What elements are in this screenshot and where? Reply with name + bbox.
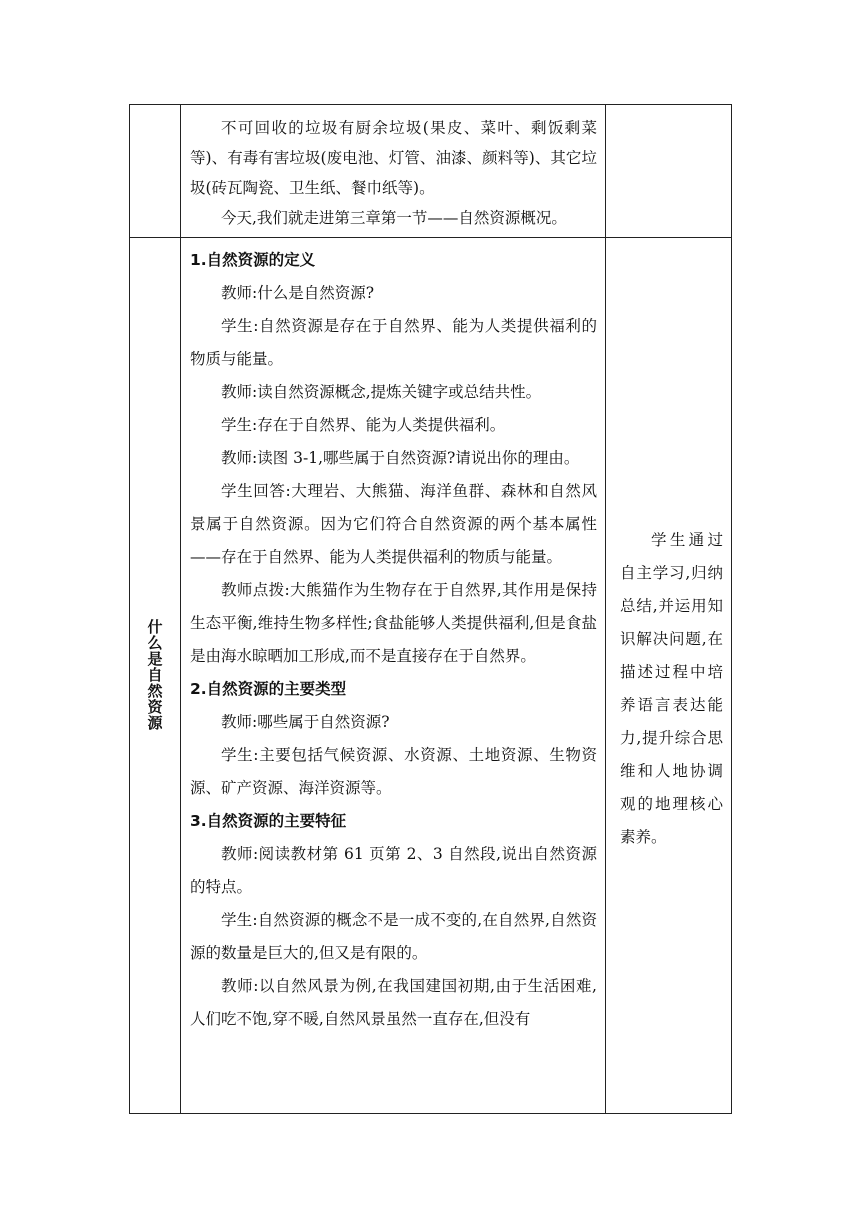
- intro-note-cell: [606, 105, 732, 238]
- paragraph: 教师:什么是自然资源?: [221, 284, 375, 302]
- design-intent-text: 学生通过自主学习,归纳总结,并运用知识解决问题,在描述过程中培养语言表达能力,提升综合思维和人地协调观的地理核心素养。: [620, 530, 723, 846]
- design-intent-cell: [606, 238, 732, 1114]
- heading-types: 2.自然资源的主要类型: [190, 680, 347, 698]
- paragraph: 教师:以自然风景为例,在我国建国初期,由于生活困难,人们吃不饱,穿不暖,自然风景虽然一直存在,但没有: [190, 977, 597, 1028]
- heading-features: 3.自然资源的主要特征: [190, 812, 347, 830]
- paragraph: 教师点拨:大熊猫作为生物存在于自然界,其作用是保持生态平衡,维持生物多样性;食盐能够人类提供福利,但是食盐是由海水晾晒加工形成,而不是直接存在于自然界。: [190, 581, 597, 665]
- intro-paragraph-2: 今天,我们就走进第三章第一节——自然资源概况。: [221, 209, 567, 227]
- paragraph: 学生回答:大理岩、大熊猫、海洋鱼群、森林和自然风景属于自然资源。因为它们符合自然资源的两个基本属性——存在于自然界、能为人类提供福利的物质与能量。: [190, 482, 597, 566]
- paragraph: 学生:自然资源的概念不是一成不变的,在自然界,自然资源的数量是巨大的,但又是有限的。: [190, 911, 597, 962]
- paragraph: 教师:阅读教材第 61 页第 2、3 自然段,说出自然资源的特点。: [190, 845, 597, 896]
- intro-paragraph-1: 不可回收的垃圾有厨余垃圾(果皮、菜叶、剩饭剩菜等)、有毒有害垃圾(废电池、灯管、油漆、颜料等)、其它垃圾(砖瓦陶瓷、卫生纸、餐巾纸等)。: [190, 119, 597, 197]
- natural-resources-row: [130, 238, 732, 1114]
- paragraph: 教师:读自然资源概念,提炼关键字或总结共性。: [221, 383, 542, 401]
- paragraph: 教师:哪些属于自然资源?: [221, 713, 390, 731]
- heading-definition: 1.自然资源的定义: [190, 251, 316, 269]
- intro-content-cell: [181, 105, 606, 238]
- lesson-plan-table: [129, 104, 732, 1114]
- intro-row: [130, 105, 732, 238]
- paragraph: 学生:自然资源是存在于自然界、能为人类提供福利的物质与能量。: [190, 317, 597, 368]
- main-content-cell: [181, 238, 606, 1114]
- section-label: 什么是自然资源: [147, 618, 163, 732]
- paragraph: 教师:读图 3-1,哪些属于自然资源?请说出你的理由。: [221, 449, 580, 467]
- paragraph: 学生:存在于自然界、能为人类提供福利。: [221, 416, 506, 434]
- intro-label-cell: [130, 105, 181, 238]
- section-label-cell: [130, 238, 181, 1114]
- paragraph: 学生:主要包括气候资源、水资源、土地资源、生物资源、矿产资源、海洋资源等。: [190, 746, 597, 797]
